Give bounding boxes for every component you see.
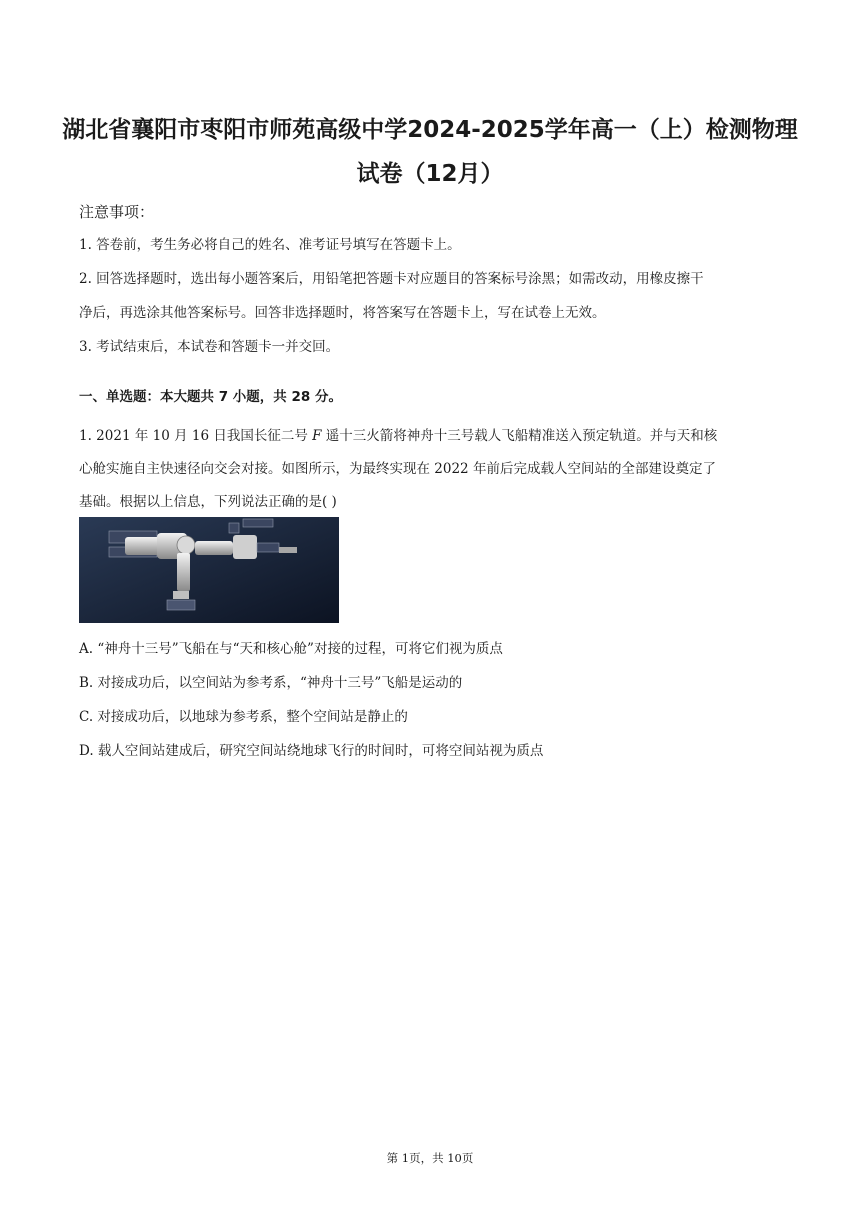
option-a: A. “神舟十三号”飞船在与“天和核心舱”对接的过程，可将它们视为质点 <box>79 641 503 657</box>
space-station-image <box>79 517 339 623</box>
question-1-text-a: 1. 2021 年 10 月 16 日我国长征二号 <box>79 428 313 444</box>
exam-title <box>60 108 800 196</box>
notice-item-2-cont: 净后，再选涂其他答案标号。回答非选择题时，将答案写在答题卡上，写在试卷上无效。 <box>79 305 606 321</box>
notice-item-2: 2. 回答选择题时，选出每小题答案后，用铅笔把答题卡对应题目的答案标号涂黑；如需改动，用橡皮擦干 <box>79 271 704 287</box>
notice-heading: 注意事项： <box>79 203 155 221</box>
question-1-line-3: 基础。根据以上信息，下列说法正确的是( ) <box>79 494 337 510</box>
question-1-italic-f: F <box>312 428 322 444</box>
question-1-text-b: 遥十三火箭将神舟十三号载人飞船精准送入预定轨道。并与天和核 <box>321 428 718 444</box>
notice-item-3: 3. 考试结束后，本试卷和答题卡一并交回。 <box>79 339 340 355</box>
title-line-2: 试卷（12月） <box>356 161 504 187</box>
section-heading: 一、单选题：本大题共 7 小题，共 28 分。 <box>79 389 342 405</box>
option-b: B. 对接成功后，以空间站为参考系，“神舟十三号”飞船是运动的 <box>79 675 463 691</box>
option-c: C. 对接成功后，以地球为参考系，整个空间站是静止的 <box>79 709 408 725</box>
page-footer: 第 1页，共 10页 <box>386 1151 474 1165</box>
option-d: D. 载人空间站建成后，研究空间站绕地球飞行的时间时，可将空间站视为质点 <box>79 743 544 759</box>
title-line-1: 湖北省襄阳市枣阳市师苑高级中学2024-2025学年高一（上）检测物理 <box>62 117 798 143</box>
notice-item-1: 1. 答卷前，考生务必将自己的姓名、准考证号填写在答题卡上。 <box>79 237 461 253</box>
question-1-line-1 <box>79 424 717 444</box>
question-1-line-2: 心舱实施自主快速径向交会对接。如图所示，为最终实现在 2022 年前后完成载人空间站的全部建设奠定了 <box>79 461 716 477</box>
